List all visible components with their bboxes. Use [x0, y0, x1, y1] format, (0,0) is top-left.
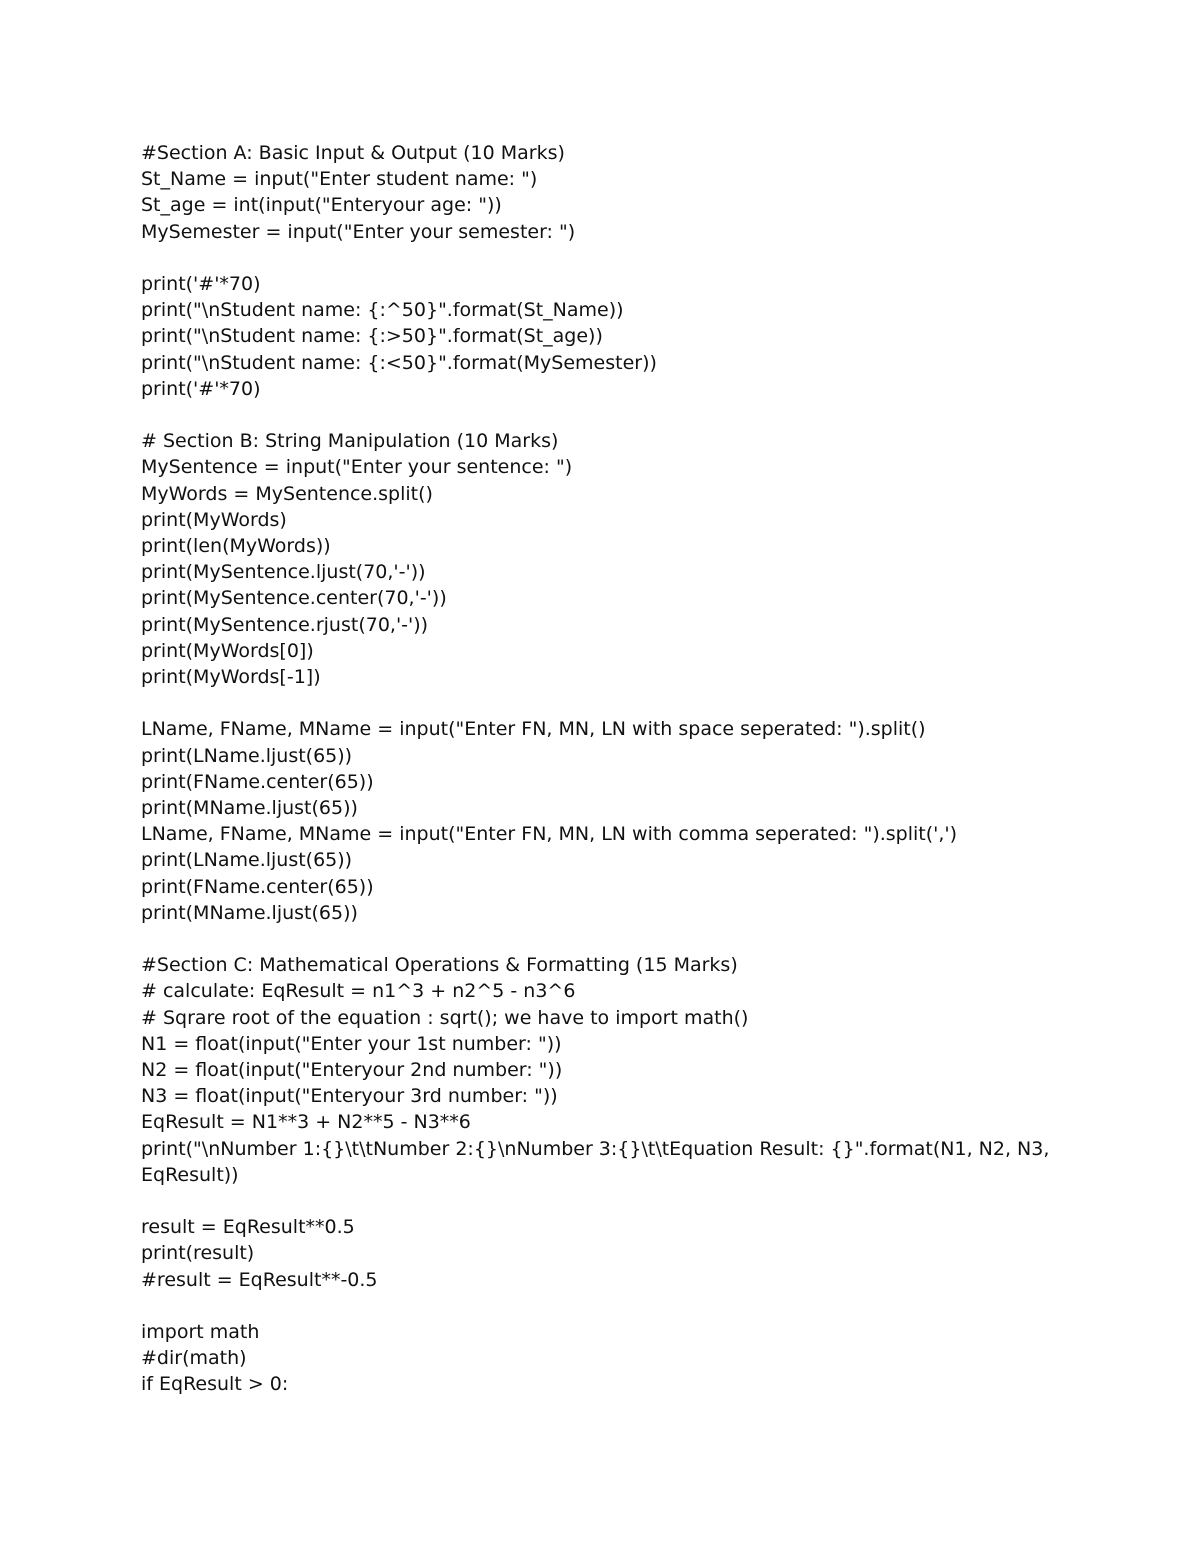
code-line: LName, FName, MName = input("Enter FN, MN, LN with comma seperated: ").split(',')	[141, 823, 958, 846]
blank-line	[141, 926, 1101, 952]
code-line: print(len(MyWords))	[141, 535, 331, 558]
code-line-wrapped: print("\nNumber 1:{}\t\tNumber 2:{}\nNumber 3:{}\t\tEquation Result: {}".format(N1, N2, N3, EqResult))	[141, 1137, 1056, 1186]
code-line: print('#'*70)	[141, 273, 261, 295]
code-line: print(MyWords)	[141, 508, 287, 531]
blank-line	[141, 1293, 1101, 1319]
code-line: EqResult = N1**3 + N2**5 - N3**6	[141, 1111, 471, 1134]
blank-line	[141, 690, 1101, 716]
code-line: print(FName.center(65))	[141, 770, 374, 793]
code-line: N2 = float(input("Enteryour 2nd number: "))	[141, 1059, 563, 1082]
code-line: St_age = int(input("Enteryour age: "))	[141, 194, 502, 217]
code-line: print(FName.center(65))	[141, 875, 374, 898]
section-a-heading: #Section A: Basic Input & Output (10 Marks)	[141, 142, 565, 164]
code-line: import math	[141, 1321, 260, 1344]
blank-line	[141, 245, 1101, 271]
code-listing	[141, 140, 1101, 1398]
blank-line	[141, 1188, 1101, 1214]
code-line: print(MName.ljust(65))	[141, 797, 358, 820]
comment-line: # calculate: EqResult = n1^3 + n2^5 - n3^6	[141, 980, 576, 1003]
code-line: N1 = float(input("Enter your 1st number: "))	[141, 1032, 562, 1055]
code-line: print(LName.ljust(65))	[141, 849, 353, 872]
code-line: print(MyWords[0])	[141, 639, 314, 662]
code-line: print(MName.ljust(65))	[141, 901, 358, 924]
code-line: N3 = float(input("Enteryour 3rd number: "))	[141, 1085, 558, 1108]
code-line: print(MyWords[-1])	[141, 666, 321, 689]
code-line: print(result)	[141, 1242, 255, 1265]
comment-line: #dir(math)	[141, 1347, 247, 1370]
code-line: result = EqResult**0.5	[141, 1216, 355, 1239]
blank-line	[141, 402, 1101, 428]
code-line: print("\nStudent name: {:>50}".format(St_age))	[141, 325, 603, 348]
section-b-heading: # Section B: String Manipulation (10 Marks)	[141, 430, 559, 453]
code-line: St_Name = input("Enter student name: ")	[141, 168, 538, 191]
code-line: print("\nStudent name: {:<50}".format(MySemester))	[141, 351, 657, 374]
section-c-heading: #Section C: Mathematical Operations & Formatting (15 Marks)	[141, 954, 738, 977]
code-line: print(MySentence.rjust(70,'-'))	[141, 613, 429, 636]
code-line: if EqResult > 0:	[141, 1373, 289, 1396]
comment-line: #result = EqResult**-0.5	[141, 1268, 378, 1291]
code-line: print(MySentence.ljust(70,'-'))	[141, 561, 426, 584]
code-line: MySemester = input("Enter your semester: ")	[141, 220, 576, 243]
code-line: LName, FName, MName = input("Enter FN, MN, LN with space seperated: ").split()	[141, 718, 926, 741]
code-line: print(LName.ljust(65))	[141, 744, 353, 767]
code-line: print('#'*70)	[141, 377, 261, 400]
code-line: print("\nStudent name: {:^50}".format(St_Name))	[141, 299, 624, 322]
code-line: MyWords = MySentence.split()	[141, 482, 433, 505]
comment-line: # Sqrare root of the equation : sqrt(); we have to import math()	[141, 1006, 749, 1029]
code-line: print(MySentence.center(70,'-'))	[141, 587, 447, 610]
code-line: MySentence = input("Enter your sentence: ")	[141, 456, 573, 479]
